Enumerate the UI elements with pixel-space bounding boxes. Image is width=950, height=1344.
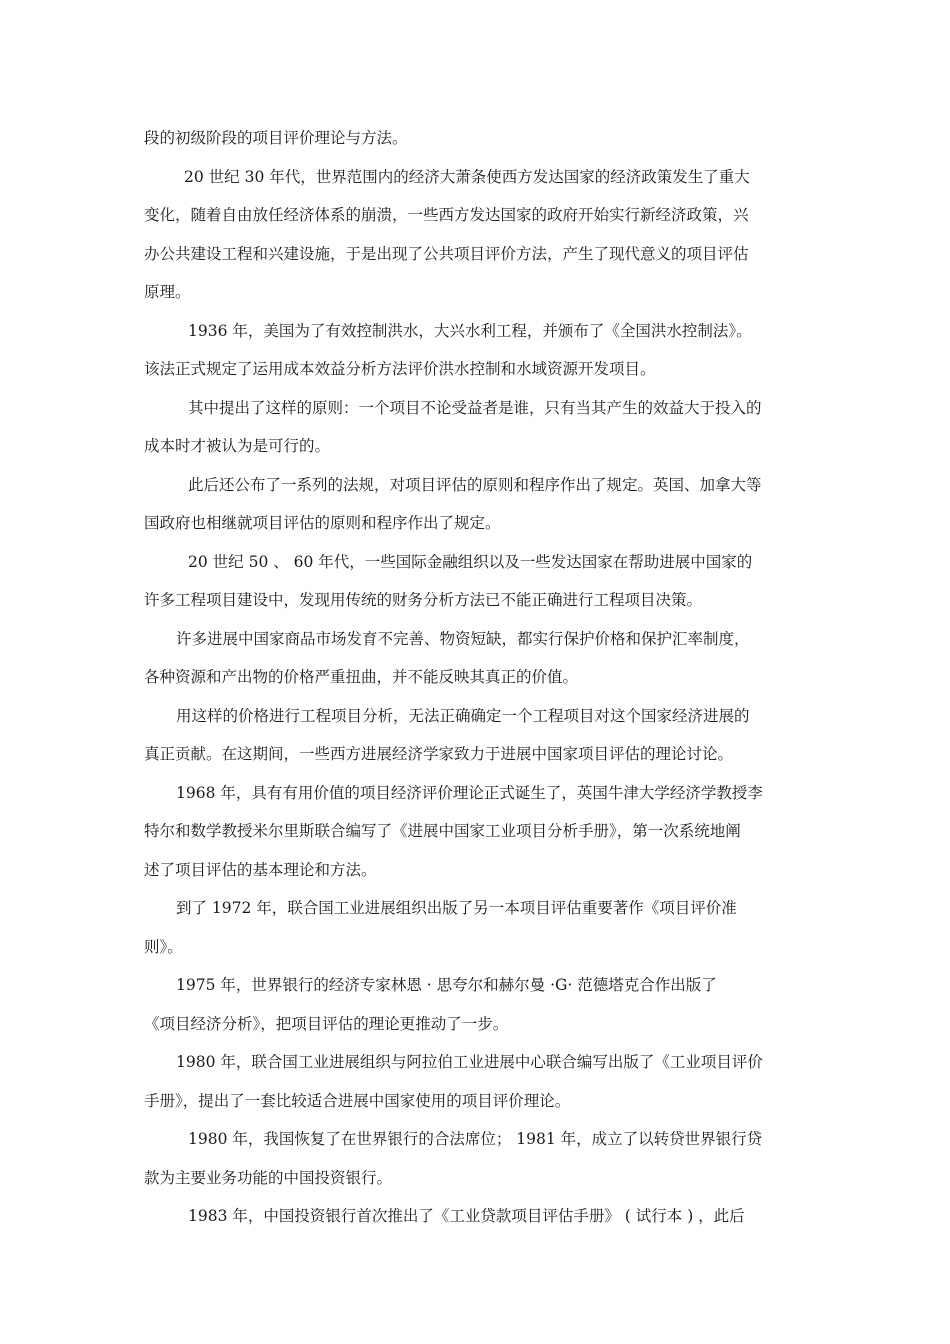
paragraph-line: 真正贡献。在这期间，一些西方进展经济学家致力于进展中国家项目评估的理论讨论。: [144, 745, 734, 763]
paragraph-line: 段的初级阶段的项目评价理论与方法。: [144, 129, 408, 147]
paragraph-line: 许多进展中国家商品市场发育不完善、物资短缺，都实行保护价格和保护汇率制度，: [176, 629, 750, 648]
paragraph-line: 1983 年，中国投资银行首次推出了《工业贷款项目评估手册》 ( 试行本 ) ，此后: [188, 1207, 745, 1225]
paragraph-line: 1968 年，具有有用价值的项目经济评价理论正式诞生了，英国牛津大学经济学教授李: [176, 783, 763, 802]
paragraph-line: 20 世纪 30 年代，世界范围内的经济大萧条使西方发达国家的经济政策发生了重大: [184, 167, 750, 186]
paragraph-line: 到了 1972 年，联合国工业进展组织出版了另一本项目评估重要著作《项目评价准: [176, 899, 737, 917]
paragraph-line: 国政府也相继就项目评估的原则和程序作出了规定。: [144, 514, 501, 532]
paragraph-line: 成本时才被认为是可行的。: [144, 437, 331, 455]
paragraph-line: 其中提出了这样的原则：一个项目不论受益者是谁，只有当其产生的效益大于投入的: [188, 398, 762, 417]
paragraph-line: 办公共建设工程和兴建设施，于是出现了公共项目评价方法，产生了现代意义的项目评估: [144, 244, 749, 263]
paragraph-line: 款为主要业务功能的中国投资银行。: [144, 1168, 393, 1187]
paragraph-line: 此后还公布了一系列的法规，对项目评估的原则和程序作出了规定。英国、加拿大等: [188, 475, 762, 494]
paragraph-line: 用这样的价格进行工程项目分析，无法正确确定一个工程项目对这个国家经济进展的: [176, 706, 750, 725]
paragraph-line: 特尔和数学教授米尔里斯联合编写了《进展中国家工业项目分析手册》，第一次系统地阐: [144, 822, 741, 840]
paragraph-line: 1936 年，美国为了有效控制洪水，大兴水利工程，并颁布了《全国洪水控制法》。: [188, 321, 752, 340]
paragraph-line: 1980 年，我国恢复了在世界银行的合法席位； 1981 年，成立了以转贷世界银行贷: [188, 1130, 763, 1148]
paragraph-line: 变化，随着自由放任经济体系的崩溃，一些西方发达国家的政府开始实行新经济政策，兴: [144, 206, 749, 224]
paragraph-line: 20 世纪 50 、 60 年代，一些国际金融组织以及一些发达国家在帮助进展中国家的: [188, 552, 753, 571]
paragraph-line: 许多工程项目建设中，发现用传统的财务分析方法已不能正确进行工程项目决策。: [144, 591, 703, 609]
paragraph-line: 原理。: [144, 283, 191, 301]
paragraph-line: 则》。: [144, 937, 183, 956]
paragraph-line: 手册》，提出了一套比较适合进展中国家使用的项目评价理论。: [144, 1091, 571, 1110]
paragraph-line: 该法正式规定了运用成本效益分析方法评价洪水控制和水域资源开发项目。: [144, 360, 656, 378]
paragraph-line: 《项目经济分析》，把项目评估的理论更推动了一步。: [144, 1014, 509, 1033]
document-body: [144, 119, 816, 1236]
paragraph-line: 1975 年，世界银行的经济专家林恩 · 思夸尔和赫尔曼 ·G· 范德塔克合作出版了: [176, 976, 717, 994]
paragraph-line: 1980 年，联合国工业进展组织与阿拉伯工业进展中心联合编写出版了《工业项目评价: [176, 1053, 763, 1071]
paragraph-line: 述了项目评估的基本理论和方法。: [144, 860, 377, 879]
paragraph-line: 各种资源和产出物的价格严重扭曲，并不能反映其真正的价值。: [144, 668, 579, 686]
